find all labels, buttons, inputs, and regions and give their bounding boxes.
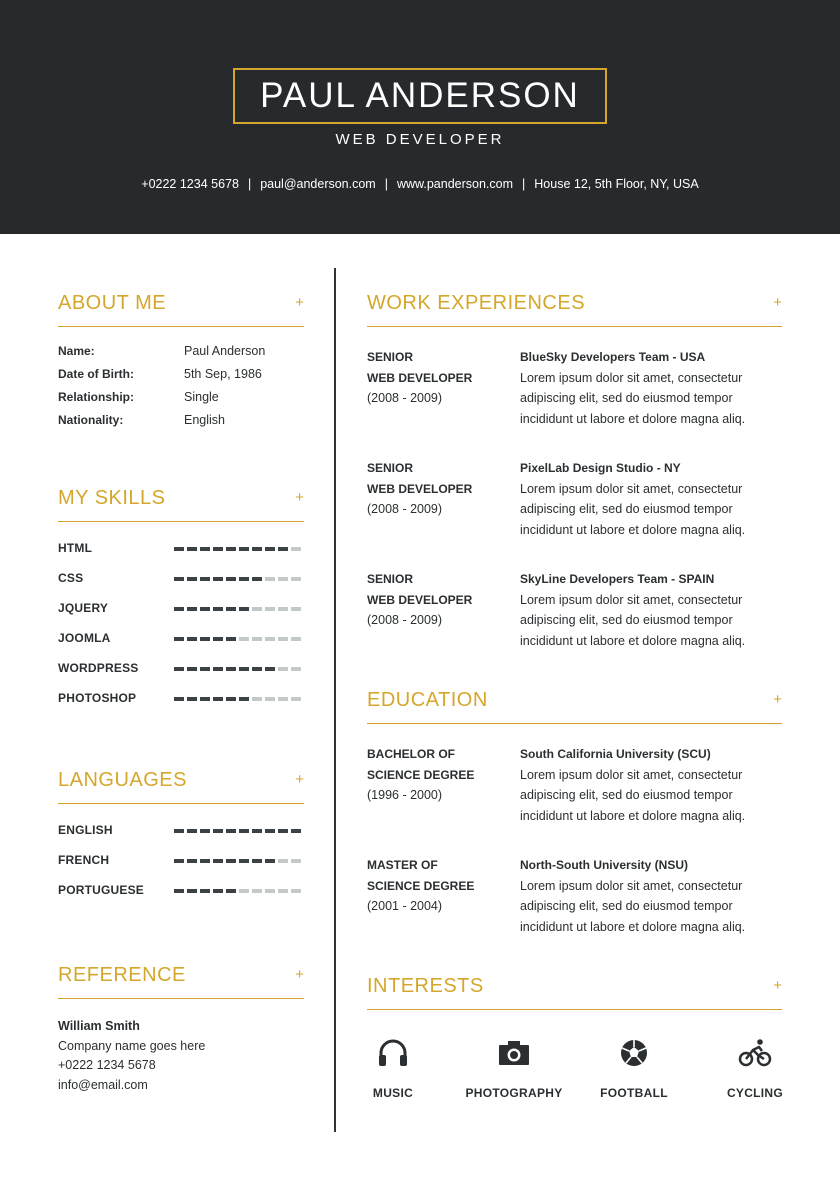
plus-icon: + [773,294,782,311]
entry-role: SCIENCE DEGREE [367,767,475,782]
about-section [58,292,304,436]
level-segment [213,889,223,893]
level-segment [278,577,288,581]
entry-role-block [367,855,517,917]
interests-section [367,975,782,1010]
entry-organization: BlueSky Developers Team - USA [520,350,706,364]
skills-label: JQUERY [58,601,109,615]
level-segment [239,667,249,671]
languages-level-bar [174,889,301,893]
entry-detail-block [520,347,782,429]
entry-description: Lorem ipsum dolor sit amet, consectetur [520,878,743,893]
work-entry [367,458,782,569]
about-row [58,367,304,390]
section-heading [58,292,304,327]
entry-role: SENIOR [367,461,414,475]
section-heading [367,689,782,724]
section-heading [58,769,304,804]
level-segment [239,637,249,641]
level-segment [213,547,223,551]
entry-detail-block [520,855,782,937]
skills-row [58,601,304,631]
entry-description: adipiscing elit, sed do eiusmod tempor [520,788,733,802]
level-segment [265,607,275,611]
level-segment [187,547,197,551]
skills-level-bar [174,607,301,611]
level-segment [226,577,236,581]
level-segment [226,889,236,893]
skills-list [58,541,304,721]
entry-detail-block [520,458,782,540]
education-entry [367,744,782,855]
reference-section [58,964,304,1095]
level-segment [252,697,262,701]
reference-phone: +0222 1234 5678 [58,1058,156,1072]
about-key: Nationality: [58,413,124,427]
skills-label: CSS [58,571,84,585]
level-segment [278,829,288,833]
level-segment [265,667,275,671]
skills-row [58,661,304,691]
contact-website[interactable]: www.panderson.com [396,177,514,191]
level-segment [291,697,301,701]
level-segment [252,859,262,863]
level-segment [265,697,275,701]
education-entry [367,855,782,966]
skills-level-bar [174,667,301,671]
name-frame [233,68,607,124]
entry-detail-block [520,744,782,826]
entry-organization: North-South University (NSU) [520,858,688,872]
level-segment [213,607,223,611]
level-segment [174,697,184,701]
level-segment [278,859,288,863]
entry-description: adipiscing elit, sed do eiusmod tempor [520,502,733,516]
level-segment [187,667,197,671]
level-segment [291,829,301,833]
languages-section [58,769,304,913]
skills-level-bar [174,637,301,641]
level-segment [265,577,275,581]
languages-level-bar [174,859,301,863]
entry-period: (2001 - 2004) [367,899,443,913]
about-value: Paul Anderson [184,344,266,358]
level-segment [213,697,223,701]
level-segment [291,667,301,671]
languages-heading: LANGUAGES [58,769,187,791]
level-segment [213,667,223,671]
level-segment [187,577,197,581]
football-icon [579,1038,689,1068]
interest-item [579,1038,689,1100]
skills-row [58,631,304,661]
skills-level-bar [174,577,301,581]
reference-name: William Smith [58,1019,140,1033]
entry-description: incididunt ut labore et dolore magna aliq. [520,919,746,934]
level-segment [200,889,210,893]
about-value: 5th Sep, 1986 [184,367,262,381]
entry-role-block [367,347,517,409]
about-key: Name: [58,344,95,358]
cycling-icon [700,1038,810,1068]
level-segment [226,697,236,701]
level-segment [265,829,275,833]
entry-role: SCIENCE DEGREE [367,878,475,893]
contact-address: House 12, 5th Floor, NY, USA [534,177,699,191]
plus-icon: + [773,691,782,708]
level-segment [278,547,288,551]
interest-item [338,1038,448,1100]
interest-label: FOOTBALL [600,1086,668,1100]
level-segment [291,889,301,893]
level-segment [239,829,249,833]
level-segment [200,547,210,551]
languages-label: ENGLISH [58,823,113,837]
entry-description: incididunt ut labore et dolore magna aliq. [520,808,746,823]
level-segment [265,637,275,641]
level-segment [174,637,184,641]
level-segment [174,859,184,863]
level-segment [187,607,197,611]
level-segment [278,667,288,671]
level-segment [213,829,223,833]
level-segment [200,667,210,671]
about-value: Single [184,390,219,404]
camera-icon [459,1038,569,1068]
resume-header [0,0,840,234]
level-segment [252,667,262,671]
level-segment [200,829,210,833]
skills-label: JOOMLA [58,631,111,645]
about-row [58,390,304,413]
level-segment [265,889,275,893]
level-segment [213,577,223,581]
level-segment [291,577,301,581]
level-segment [252,637,262,641]
column-divider [334,268,336,1132]
work-section [367,292,782,680]
skills-level-bar [174,697,301,701]
entry-role: BACHELOR OF [367,747,455,761]
contact-separator: | [522,177,526,191]
entry-description: Lorem ipsum dolor sit amet, consectetur [520,481,743,496]
plus-icon: + [295,966,304,983]
entry-role-block [367,569,517,631]
level-segment [226,829,236,833]
level-segment [174,547,184,551]
level-segment [174,667,184,671]
about-details [58,344,304,436]
level-segment [213,859,223,863]
work-entry [367,347,782,458]
headphones-icon [338,1038,448,1068]
work-heading: WORK EXPERIENCES [367,292,586,314]
level-segment [200,577,210,581]
level-segment [226,547,236,551]
entry-description: adipiscing elit, sed do eiusmod tempor [520,391,733,405]
entry-period: (2008 - 2009) [367,391,443,405]
entry-description: adipiscing elit, sed do eiusmod tempor [520,613,733,627]
level-segment [174,829,184,833]
level-segment [252,889,262,893]
level-segment [291,547,301,551]
level-segment [252,607,262,611]
entry-description: Lorem ipsum dolor sit amet, consectetur [520,370,743,385]
interest-label: CYCLING [726,1086,784,1100]
level-segment [226,859,236,863]
level-segment [278,889,288,893]
level-segment [213,637,223,641]
level-segment [226,667,236,671]
entry-description: Lorem ipsum dolor sit amet, consectetur [520,592,743,607]
entry-organization: South California University (SCU) [520,747,711,761]
level-segment [291,637,301,641]
work-entry [367,569,782,680]
level-segment [174,889,184,893]
level-segment [200,637,210,641]
reference-email[interactable]: info@email.com [58,1077,148,1092]
skills-label: WORDPRESS [58,661,139,675]
level-segment [174,577,184,581]
level-segment [187,697,197,701]
languages-row [58,883,304,913]
entry-organization: SkyLine Developers Team - SPAIN [520,572,715,586]
work-list [367,347,782,680]
interest-item [459,1038,569,1100]
level-segment [291,859,301,863]
level-segment [265,547,275,551]
section-heading [367,975,782,1010]
reference-company: Company name goes here [58,1038,206,1053]
about-row [58,344,304,367]
entry-role: WEB DEVELOPER [367,592,473,607]
interest-label: MUSIC [372,1086,414,1100]
level-segment [239,859,249,863]
skills-label: PHOTOSHOP [58,691,137,705]
contact-phone: +0222 1234 5678 [141,177,239,191]
level-segment [239,889,249,893]
section-heading [367,292,782,327]
job-title: WEB DEVELOPER [335,131,505,148]
plus-icon: + [295,489,304,506]
plus-icon: + [773,977,782,994]
entry-description: incididunt ut labore et dolore magna aliq. [520,411,746,426]
skills-section [58,487,304,721]
entry-role: MASTER OF [367,858,438,872]
person-name: PAUL ANDERSON [260,76,580,115]
level-segment [200,859,210,863]
contact-separator: | [384,177,388,191]
level-segment [239,547,249,551]
reference-heading: REFERENCE [58,964,186,986]
plus-icon: + [295,771,304,788]
level-segment [187,829,197,833]
contact-separator: | [247,177,252,191]
level-segment [226,607,236,611]
level-segment [252,829,262,833]
education-heading: EDUCATION [367,689,488,711]
level-segment [278,697,288,701]
about-key: Date of Birth: [58,367,134,381]
level-segment [187,637,197,641]
education-section [367,689,782,966]
about-value: English [184,413,225,427]
section-heading [58,964,304,999]
section-heading [58,487,304,522]
entry-role: SENIOR [367,572,414,586]
skills-label: HTML [58,541,93,555]
skills-row [58,691,304,721]
entry-period: (2008 - 2009) [367,613,443,627]
level-segment [239,697,249,701]
entry-role: SENIOR [367,350,414,364]
level-segment [278,607,288,611]
entry-role: WEB DEVELOPER [367,370,473,385]
skills-row [58,571,304,601]
languages-label: FRENCH [58,853,110,867]
interest-item [700,1038,810,1100]
entry-role: WEB DEVELOPER [367,481,473,496]
skills-row [58,541,304,571]
level-segment [187,859,197,863]
entry-organization: PixelLab Design Studio - NY [520,461,681,475]
entry-period: (2008 - 2009) [367,502,443,516]
entry-description: incididunt ut labore et dolore magna aliq. [520,633,746,648]
languages-row [58,853,304,883]
entry-description: incididunt ut labore et dolore magna aliq. [520,522,746,537]
plus-icon: + [295,294,304,311]
entry-description: adipiscing elit, sed do eiusmod tempor [520,899,733,913]
level-segment [200,607,210,611]
entry-role-block [367,744,517,806]
entry-period: (1996 - 2000) [367,788,443,802]
skills-heading: MY SKILLS [58,487,166,509]
entry-detail-block [520,569,782,651]
skills-level-bar [174,547,301,551]
about-heading: ABOUT ME [58,292,167,314]
interests-list [367,1038,782,1108]
languages-list [58,823,304,913]
about-key: Relationship: [58,390,135,404]
languages-row [58,823,304,853]
entry-description: Lorem ipsum dolor sit amet, consectetur [520,767,743,782]
level-segment [239,577,249,581]
contact-line [0,177,840,191]
languages-label: PORTUGUESE [58,883,145,897]
interest-label: PHOTOGRAPHY [465,1086,563,1100]
languages-level-bar [174,829,301,833]
entry-role-block [367,458,517,520]
contact-email[interactable]: paul@anderson.com [260,177,376,191]
level-segment [278,637,288,641]
education-list [367,744,782,966]
level-segment [174,607,184,611]
level-segment [252,577,262,581]
interests-heading: INTERESTS [367,975,484,997]
reference-details [58,1017,304,1095]
level-segment [239,607,249,611]
level-segment [200,697,210,701]
level-segment [265,859,275,863]
level-segment [226,637,236,641]
level-segment [187,889,197,893]
level-segment [252,547,262,551]
level-segment [291,607,301,611]
about-row [58,413,304,436]
